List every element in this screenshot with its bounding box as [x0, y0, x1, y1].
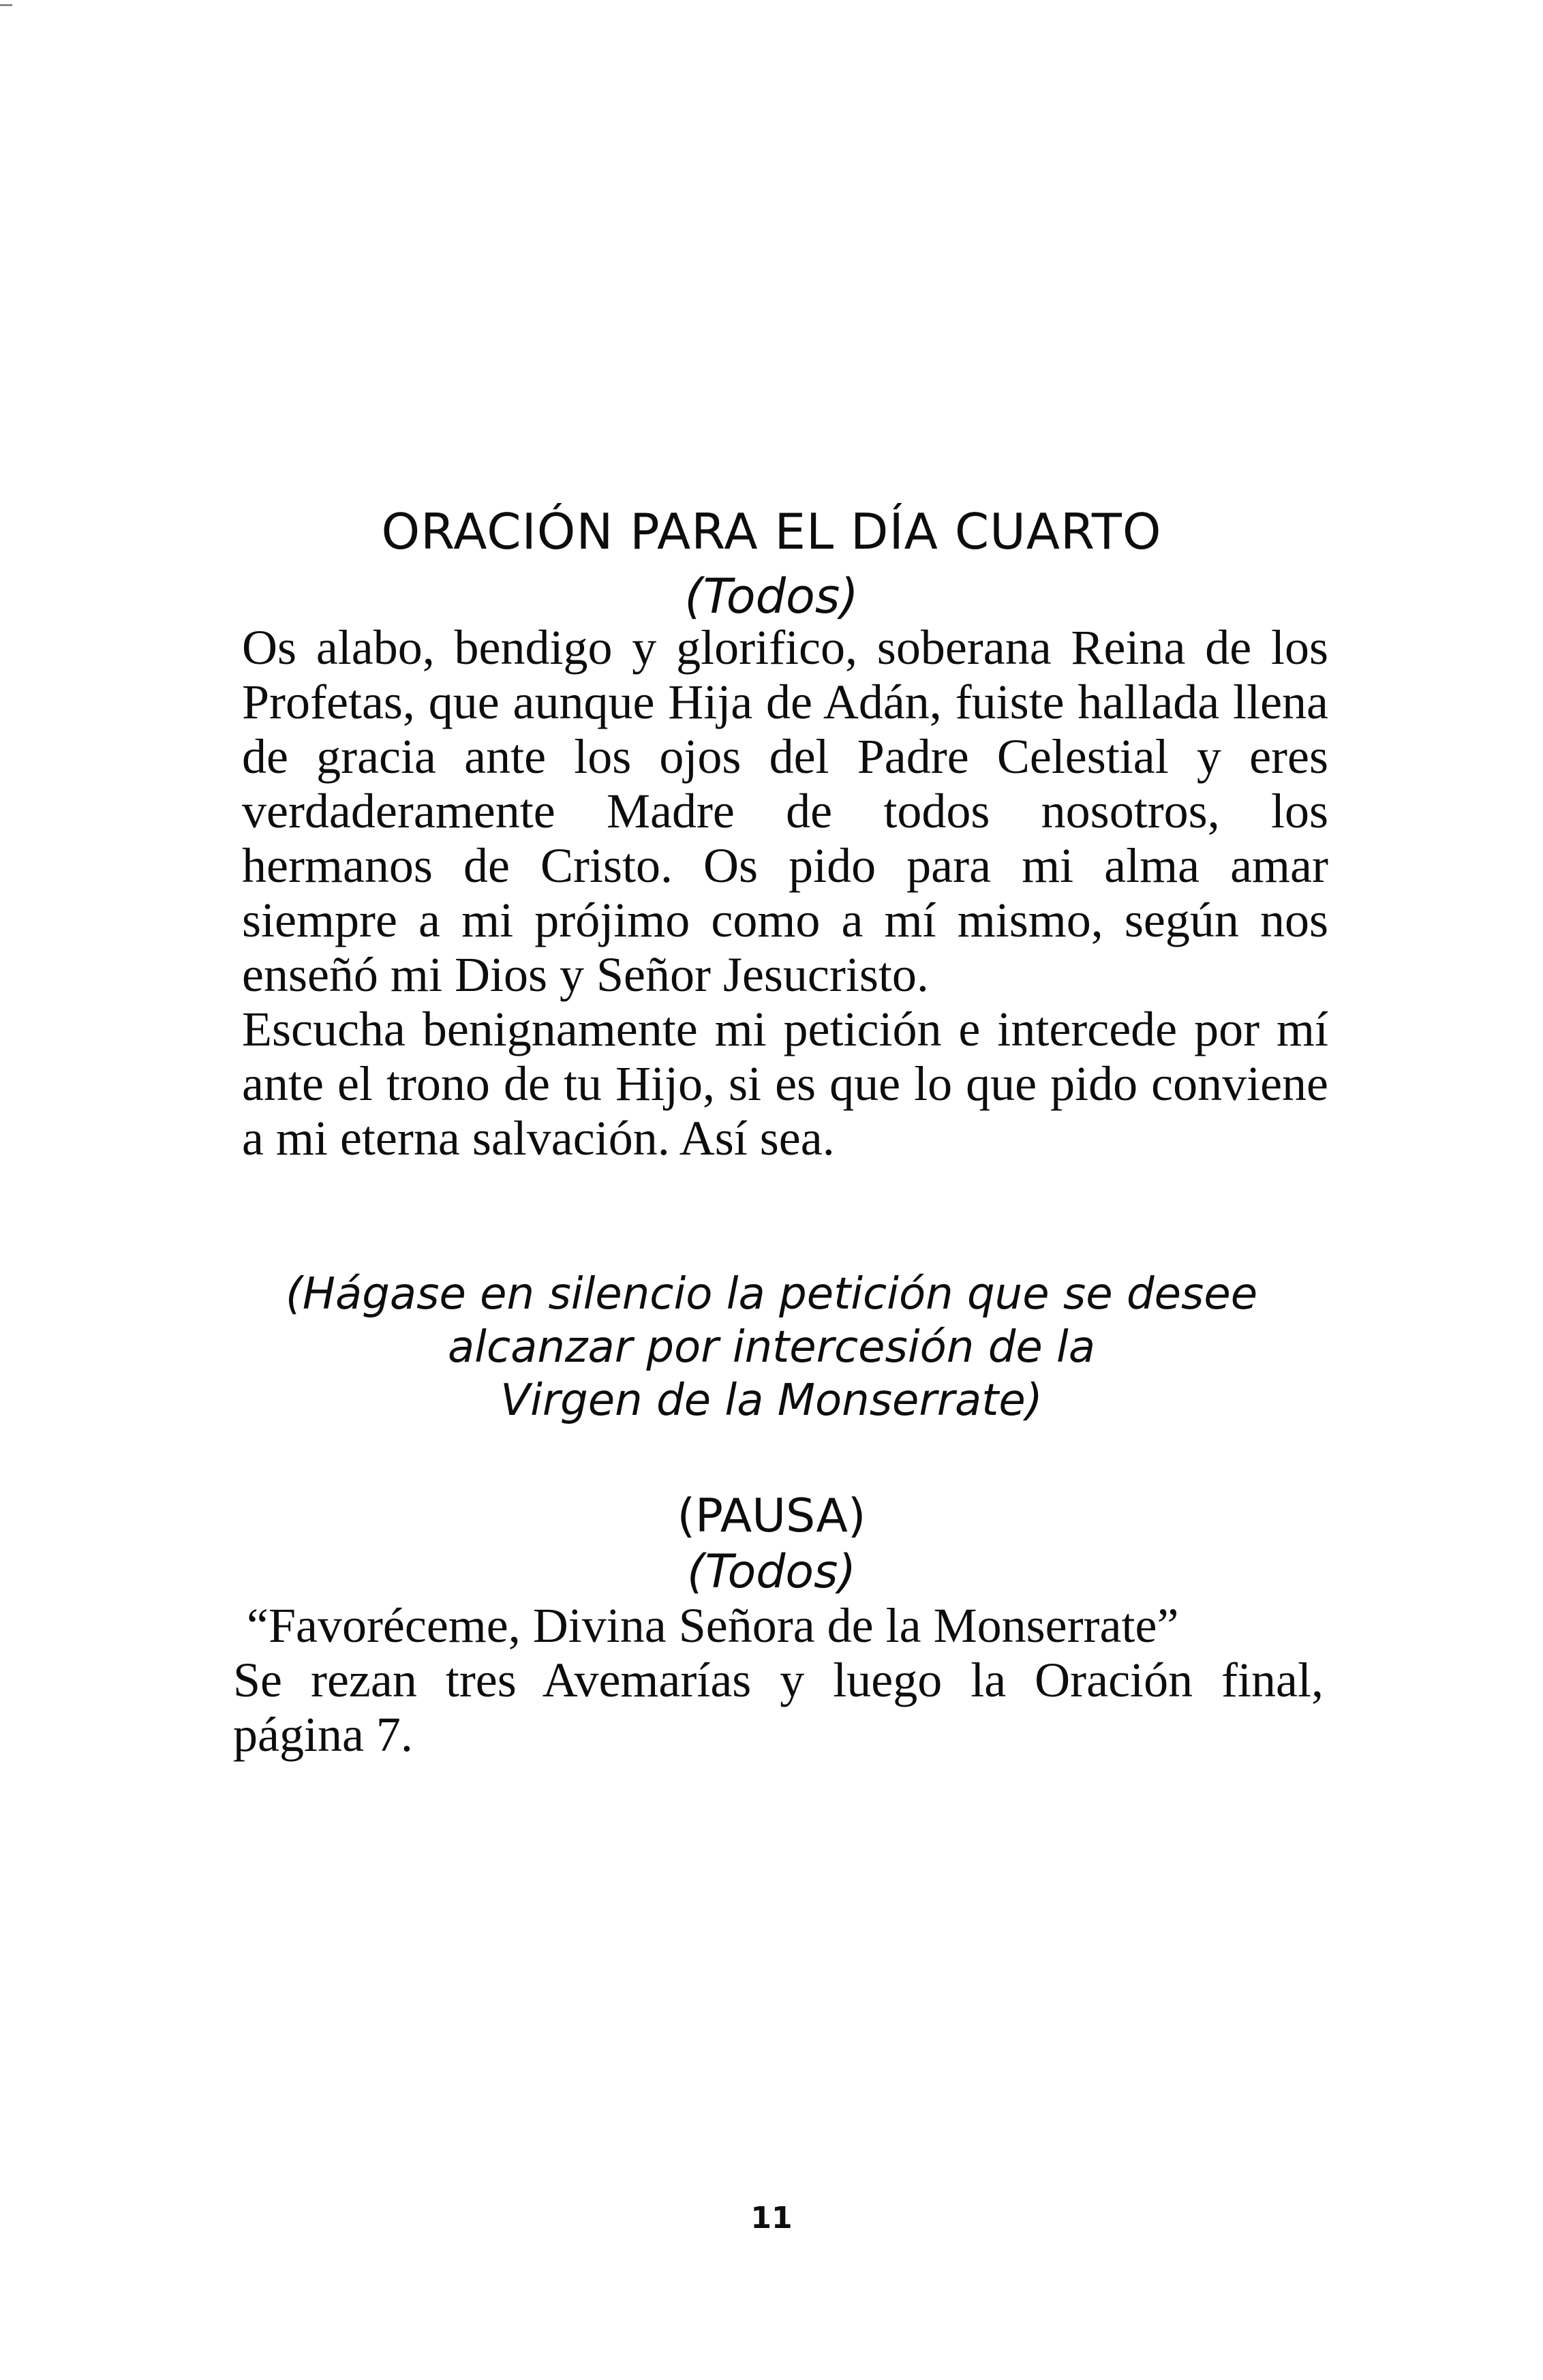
page-number: 11	[750, 2201, 793, 2236]
invocation-quote: “Favoréceme, Divina Señora de la Monserrate”	[247, 1598, 1179, 1653]
closing-instruction: Se rezan tres Avemarías y luego la Oración final, página 7.	[233, 1653, 1324, 1762]
instruction-line: Virgen de la Monserrate)	[500, 1375, 1043, 1426]
instruction-line: (Hágase en silencio la petición que se desee	[285, 1269, 1258, 1319]
silent-petition-instruction	[0, 1268, 1543, 1427]
todos-heading: (Todos)	[684, 568, 859, 624]
todos-heading-2: (Todos)	[687, 1545, 856, 1599]
scan-edge-mark-top	[0, 4, 12, 6]
prayer-paragraph-2: Escucha benignamente mi petición e intercede por mí ante el trono de tu Hijo, si es que lo que pido conviene a mi eterna salvación. Así sea.	[242, 1002, 1328, 1165]
prayer-paragraph-1: Os alabo, bendigo y glorifico, soberana Reina de los Profetas, que aunque Hija de Adán, fuiste hallada llena de gracia ante los ojos del Padre Celestial y eres verdaderamente Madre de todos nosotros, los hermanos de Cristo. Os pido para mi alma amar siempre a mi prójimo como a mí mismo, según nos enseñó mi Dios y Señor Jesucristo.	[242, 620, 1328, 1002]
prayer-body	[242, 620, 1328, 1165]
instruction-line: alcanzar por intercesión de la	[447, 1322, 1096, 1373]
pausa-label: (PAUSA)	[677, 1489, 866, 1543]
page-title: ORACIÓN PARA EL DÍA CUARTO	[381, 503, 1162, 560]
